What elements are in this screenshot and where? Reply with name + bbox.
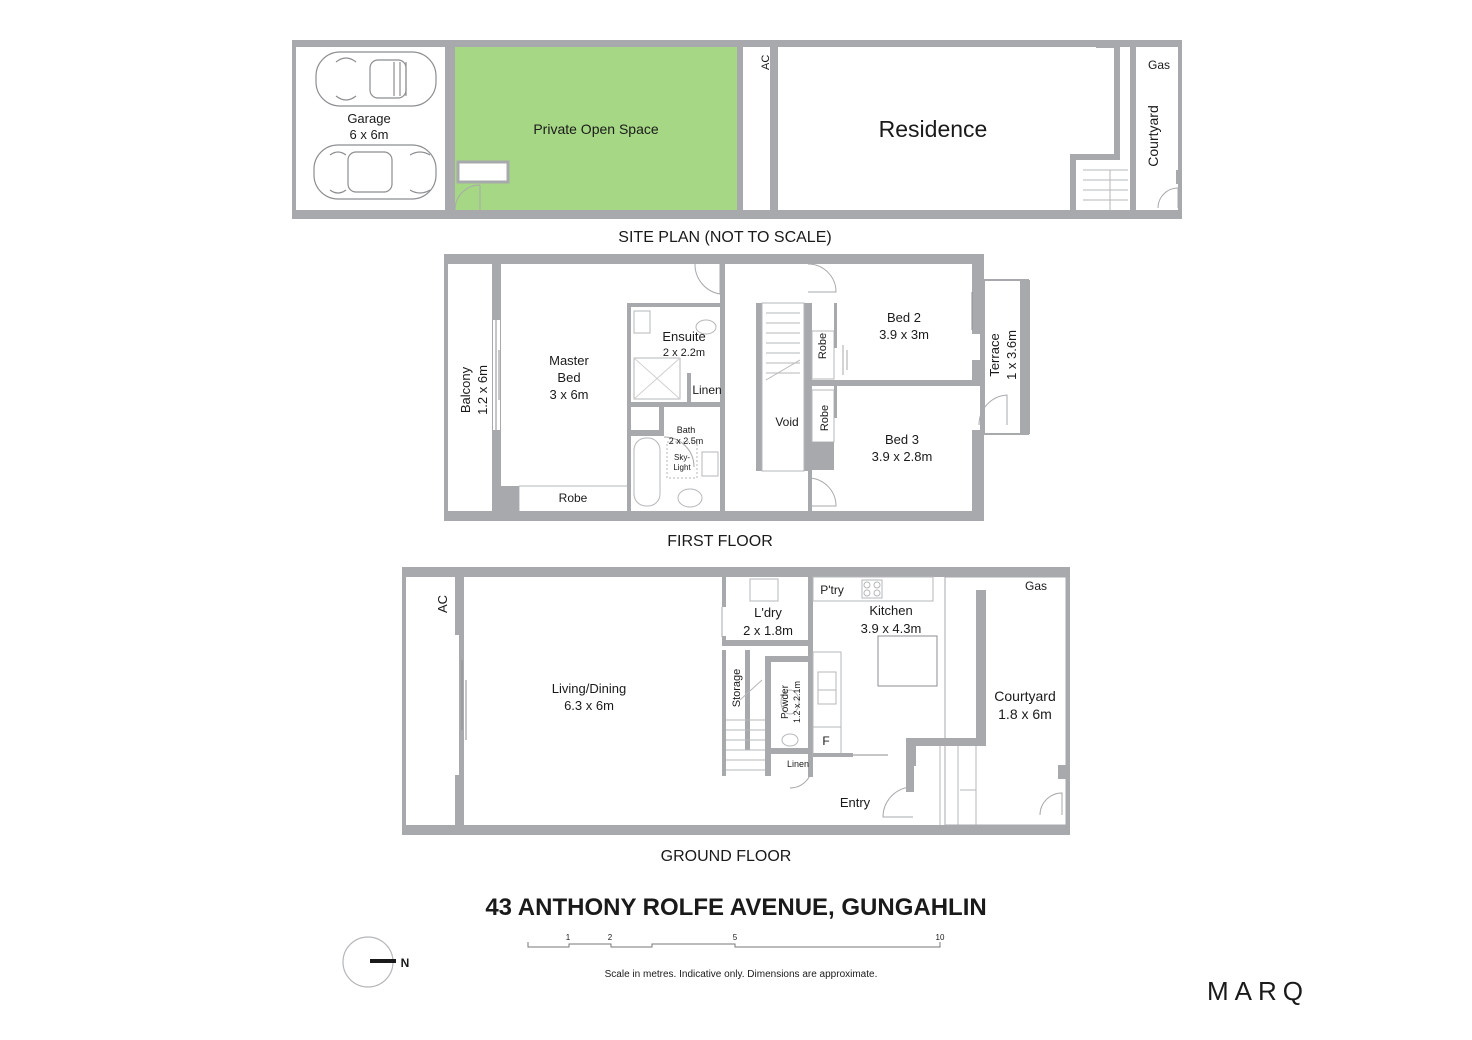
scale-tick-5: 5 [732, 933, 738, 942]
master-bed-label-2: Bed [557, 370, 581, 385]
scale-tick-2: 2 [607, 933, 613, 942]
pantry-label: P'try [820, 583, 844, 597]
ground-linen-label: Linen [786, 759, 810, 769]
kitchen-label: Kitchen [869, 603, 913, 618]
terrace-dimensions: 1 x 3.6m [1004, 330, 1019, 380]
site-plan-title: SITE PLAN (NOT TO SCALE) [618, 229, 832, 246]
property-address: 43 ANTHONY ROLFE AVENUE, GUNGAHLIN [485, 894, 987, 921]
bed2-robe-label: Robe [817, 332, 829, 360]
bed3-robe-label: Robe [819, 404, 831, 432]
bath-label: Bath [676, 425, 696, 435]
car-icon [316, 52, 436, 106]
first-floor-title: FIRST FLOOR [667, 533, 773, 550]
site-plan [292, 40, 1182, 219]
skylight-label-2: Light [673, 463, 691, 472]
storage-label: Storage [731, 668, 743, 708]
courtyard-label: Courtyard [994, 688, 1056, 704]
north-label: N [400, 956, 410, 970]
laundry-dimensions: 2 x 1.8m [743, 623, 793, 638]
ground-gas-label: Gas [1024, 579, 1048, 593]
powder-dimensions: 1.2 x 2.1m [792, 680, 802, 724]
first-linen-label: Linen [692, 383, 722, 397]
site-ac-label: AC [760, 54, 772, 70]
living-dining-dimensions: 6.3 x 6m [564, 698, 614, 713]
scale-bar [528, 942, 940, 947]
ensuite-dimensions: 2 x 2.2m [662, 347, 706, 359]
first-floor-plan [444, 254, 1030, 521]
balcony-dimensions: 1.2 x 6m [475, 365, 490, 415]
kitchen-dimensions: 3.9 x 4.3m [860, 621, 922, 636]
ensuite-label: Ensuite [662, 329, 706, 344]
north-arrow-icon [343, 937, 396, 987]
brand-logo: MARQ [1207, 976, 1309, 1006]
living-dining-label: Living/Dining [551, 681, 627, 696]
entry-label: Entry [839, 795, 871, 810]
terrace-label: Terrace [987, 333, 1002, 377]
car-icon [314, 145, 436, 199]
void-label: Void [775, 415, 799, 429]
master-bed-dimensions: 3 x 6m [549, 387, 589, 402]
site-courtyard-label: Courtyard [1145, 105, 1161, 167]
skylight-label-1: Sky- [674, 453, 690, 462]
site-gas-label: Gas [1147, 58, 1171, 72]
fridge-label: F [822, 734, 830, 748]
bed2-label: Bed 2 [887, 310, 921, 325]
balcony-label: Balcony [458, 366, 473, 414]
master-bed-label-1: Master [549, 353, 589, 368]
master-robe-label: Robe [558, 491, 588, 505]
courtyard-dimensions: 1.8 x 6m [998, 706, 1052, 722]
scale-tick-1: 1 [565, 933, 571, 942]
ground-ac-label: AC [435, 594, 450, 614]
garage-dimensions: 6 x 6m [349, 127, 389, 142]
residence-label: Residence [878, 116, 988, 142]
scale-tick-10: 10 [935, 933, 945, 942]
scale-note: Scale in metres. Indicative only. Dimensions are approximate. [604, 969, 878, 980]
powder-label: Powder [780, 685, 791, 719]
private-open-space-label: Private Open Space [533, 121, 659, 137]
garage-label: Garage [347, 111, 391, 126]
bed2-dimensions: 3.9 x 3m [879, 327, 929, 342]
bath-dimensions: 2 x 2.5m [668, 436, 704, 446]
ground-floor-title: GROUND FLOOR [660, 848, 792, 865]
bed3-label: Bed 3 [885, 432, 919, 447]
laundry-label: L'dry [754, 605, 782, 620]
bed3-dimensions: 3.9 x 2.8m [871, 449, 933, 464]
